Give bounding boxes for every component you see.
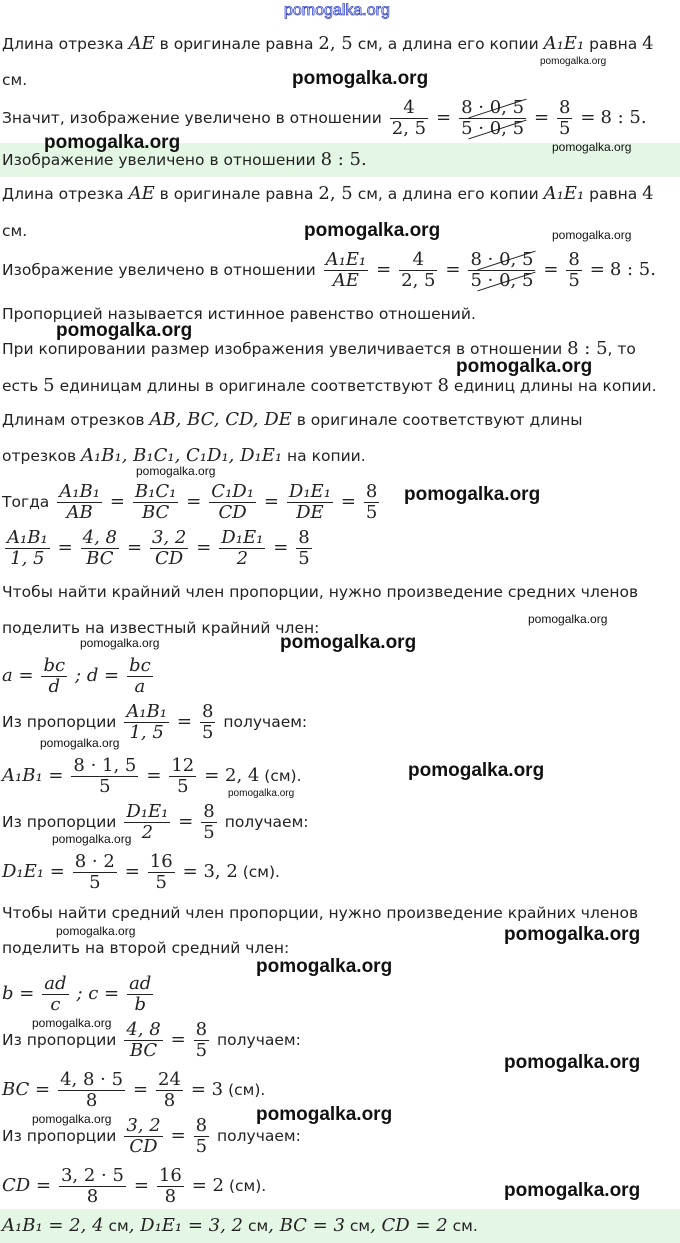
text: в оригинале равна bbox=[159, 35, 314, 53]
text: Чтобы найти средний член пропорции, нужно произведение крайних членов bbox=[2, 904, 639, 922]
text: Длина отрезка bbox=[2, 35, 124, 53]
text: равна bbox=[589, 185, 638, 203]
text-line: Значит, изображение увеличено в отношении $\frac{4}{2, 5}$ = $\frac{8 \cdot 0, 5}{5 \cdot 0, 5}$ = $\frac{8}{5}$ = 8 : 5. bbox=[2, 97, 647, 139]
math: AB, BC, CD, DE bbox=[149, 409, 292, 430]
text: см. bbox=[2, 222, 28, 240]
formula: A₁B₁ = $\frac{8 \cdot 1, 5}{5}$ = $\frac{12}{5}$ = 2, 4 (см). bbox=[2, 755, 302, 797]
fraction: $\frac{4, 8 \cdot 5}{8}$ bbox=[60, 1069, 124, 1111]
text: (см). bbox=[228, 1081, 266, 1099]
fraction: $\frac{\text{A₁E₁}}{AE}$ bbox=[325, 249, 367, 291]
fraction: $\frac{8}{5}$ bbox=[195, 1019, 208, 1061]
text: Тогда bbox=[2, 493, 50, 511]
watermark: pomogalka.org bbox=[56, 924, 136, 938]
text-line: Из пропорции $\frac{3, 2}{CD}$ = $\frac{8}{5}$ получаем: bbox=[2, 1115, 301, 1157]
math: 8 bbox=[437, 375, 449, 396]
text: получаем: bbox=[217, 1031, 301, 1049]
fraction: $\frac{8}{5}$ bbox=[298, 527, 310, 569]
text: получаем: bbox=[223, 713, 308, 731]
fraction: $\frac{ad}{b}$ bbox=[129, 973, 152, 1015]
watermark: pomogalka.org bbox=[504, 924, 641, 945]
watermark: pomogalka.org bbox=[52, 832, 132, 846]
text: Из пропорции bbox=[2, 813, 117, 831]
text: поделить на второй средний член: bbox=[2, 939, 290, 957]
math: 4 bbox=[642, 183, 654, 204]
text: (см). bbox=[242, 863, 280, 881]
math: 4 bbox=[642, 33, 654, 54]
text-line: Изображение увеличено в отношении $\frac{\text{A₁E₁}}{AE}$ = $\frac{4}{2, 5}$ = $\frac{8 \cdot 0, 5}{5 \cdot 0, 5}$ = $\frac{8}{5}$ = 8 : 5. bbox=[2, 249, 656, 291]
math: AE bbox=[128, 183, 155, 204]
text: Значит, изображение увеличено в отношении bbox=[2, 109, 382, 127]
math: 8 : 5. bbox=[609, 259, 656, 280]
fraction: $\frac{8 \cdot 0, 5}{5 \cdot 0, 5}$ bbox=[461, 97, 525, 139]
text: в оригинале равна bbox=[159, 185, 314, 203]
text: отрезков bbox=[2, 447, 77, 465]
fraction: $\frac{\text{A₁B₁}}{1, 5}$ bbox=[7, 527, 48, 569]
watermark: pomogalka.org bbox=[228, 788, 295, 799]
text-line bbox=[2, 376, 657, 396]
watermark: pomogalka.org bbox=[56, 320, 193, 341]
fraction: $\frac{8}{5}$ bbox=[568, 249, 580, 291]
math: 5 bbox=[43, 375, 55, 396]
formula: BC = $\frac{4, 8 \cdot 5}{8}$ = $\frac{24}{8}$ = 3 (см). bbox=[2, 1069, 266, 1111]
math: 2, 5 bbox=[318, 183, 353, 204]
text: При копировании размер изображения увеличивается в отношении bbox=[2, 340, 563, 358]
text-line bbox=[2, 221, 27, 241]
text: Из пропорции bbox=[2, 1127, 117, 1145]
fraction: $\frac{\text{D₁E₁}}{2}$ bbox=[126, 801, 169, 843]
text: см, а длина его копии bbox=[357, 185, 539, 203]
watermark: pomogalka.org bbox=[408, 760, 545, 781]
formula: CD = $\frac{3, 2 \cdot 5}{8}$ = $\frac{16}{8}$ = 2 (см). bbox=[2, 1165, 267, 1207]
watermark: pomogalka.org bbox=[504, 1180, 641, 1201]
formula: a = $\frac{bc}{d}$ ; d = $\frac{bc}{a}$ bbox=[2, 655, 151, 697]
formula: D₁E₁ = $\frac{8 \cdot 2}{5}$ = $\frac{16}{5}$ = 3, 2 (см). bbox=[2, 851, 280, 893]
fraction: $\frac{8 \cdot 1, 5}{5}$ bbox=[73, 755, 137, 797]
text-line bbox=[2, 410, 583, 430]
text: (см). bbox=[264, 767, 302, 785]
fraction: $\frac{3, 2}{CD}$ bbox=[151, 527, 187, 569]
text: получаем: bbox=[224, 813, 309, 831]
watermark: pomogalka.org bbox=[456, 356, 593, 377]
watermark: pomogalka.org bbox=[552, 140, 632, 154]
fraction: $\frac{12}{5}$ bbox=[171, 755, 195, 797]
text-line bbox=[2, 34, 654, 54]
text: Чтобы найти крайний член пропорции, нужно произведение средних членов bbox=[2, 583, 639, 601]
watermark: pomogalka.org bbox=[552, 228, 632, 242]
math: 8 : 5. bbox=[320, 149, 367, 170]
fraction: $\frac{4, 8}{BC}$ bbox=[126, 1019, 161, 1061]
math: A₁E₁ bbox=[543, 33, 585, 54]
text-line: Из пропорции $\frac{\text{A₁B₁}}{1, 5}$ = $\frac{8}{5}$ получаем: bbox=[2, 701, 308, 743]
text: Из пропорции bbox=[2, 713, 117, 731]
text-line bbox=[2, 618, 319, 638]
text: в оригинале соответствуют длины bbox=[296, 411, 583, 429]
text: Длинам отрезков bbox=[2, 411, 145, 429]
text: Пропорцией называется истинное равенство отношений. bbox=[2, 305, 476, 323]
fraction: $\frac{3, 2}{CD}$ bbox=[126, 1115, 161, 1157]
math: AE bbox=[128, 33, 155, 54]
text: равна bbox=[589, 35, 638, 53]
watermark: pomogalka.org bbox=[136, 464, 216, 478]
fraction: $\frac{24}{8}$ bbox=[158, 1069, 181, 1111]
text: см, а длина его копии bbox=[357, 35, 539, 53]
watermark: pomogalka.org bbox=[528, 612, 608, 626]
text-line bbox=[2, 582, 638, 602]
text-line: Из пропорции $\frac{4, 8}{BC}$ = $\frac{8}{5}$ получаем: bbox=[2, 1019, 301, 1061]
watermark: pomogalka.org bbox=[504, 1052, 641, 1073]
fraction: $\frac{3, 2 \cdot 5}{8}$ bbox=[60, 1165, 124, 1207]
text-line bbox=[2, 70, 27, 90]
text: Длина отрезка bbox=[2, 185, 124, 203]
text-line: $\frac{\text{A₁B₁}}{1, 5}$ = $\frac{4, 8}{BC}$ = $\frac{3, 2}{CD}$ = $\frac{\text{D₁E₁}}{2}$ = $\frac{8}{5}$ bbox=[7, 527, 310, 569]
watermark: pomogalka.org bbox=[32, 1016, 112, 1030]
formula: b = $\frac{ad}{c}$ ; c = $\frac{ad}{b}$ bbox=[2, 973, 152, 1015]
text: Изображение увеличено в отношении bbox=[2, 261, 316, 279]
text-line: Тогда $\frac{\text{A₁B₁}}{AB}$ = $\frac{\text{B₁C₁}}{BC}$ = $\frac{\text{C₁D₁}}{CD}$ = $\frac{\text{D₁E₁}}{DE}$ = $\frac{8}{5}$ bbox=[2, 481, 378, 523]
watermark: pomogalka.org bbox=[284, 2, 390, 19]
text: есть bbox=[2, 377, 39, 395]
fraction: $\frac{\text{D₁E₁}}{2}$ bbox=[221, 527, 264, 569]
text-line: Из пропорции $\frac{\text{D₁E₁}}{2}$ = $\frac{8}{5}$ получаем: bbox=[2, 801, 309, 843]
fraction: $\frac{\text{A₁B₁}}{1, 5}$ bbox=[126, 701, 167, 743]
math: A₁E₁ bbox=[543, 183, 585, 204]
fraction: $\frac{bc}{d}$ bbox=[43, 655, 66, 697]
math: A₁B₁, B₁C₁, C₁D₁, D₁E₁ bbox=[81, 445, 283, 466]
fraction: $\frac{bc}{a}$ bbox=[129, 655, 151, 697]
fraction: $\frac{8}{5}$ bbox=[365, 481, 378, 523]
text-line bbox=[2, 903, 638, 923]
fraction: $\frac{\text{C₁D₁}}{CD}$ bbox=[211, 481, 254, 523]
watermark: pomogalka.org bbox=[304, 220, 441, 241]
text-line bbox=[2, 184, 654, 204]
watermark: pomogalka.org bbox=[44, 132, 181, 153]
math: 8 : 5 bbox=[567, 338, 608, 359]
fraction: $\frac{\text{B₁C₁}}{BC}$ bbox=[134, 481, 177, 523]
text: Из пропорции bbox=[2, 1031, 117, 1049]
fraction: $\frac{8}{5}$ bbox=[201, 701, 214, 743]
answer-line: A₁B₁ = 2, 4 см, D₁E₁ = 3, 2 см, BC = 3 см, CD = 2 см. bbox=[2, 1215, 478, 1236]
text: см. bbox=[2, 71, 28, 89]
text: единицам длины в оригинале соответствуют bbox=[59, 377, 433, 395]
text-line bbox=[2, 446, 366, 466]
text: , то bbox=[607, 340, 636, 358]
fraction: $\frac{8}{5}$ bbox=[559, 97, 571, 139]
watermark: pomogalka.org bbox=[540, 56, 607, 67]
fraction: $\frac{4}{2, 5}$ bbox=[401, 249, 436, 291]
math: 8 : 5. bbox=[600, 107, 647, 128]
text: на копии. bbox=[287, 447, 366, 465]
watermark: pomogalka.org bbox=[256, 956, 393, 977]
fraction: $\frac{8 \cdot 2}{5}$ bbox=[74, 851, 115, 893]
watermark: pomogalka.org bbox=[40, 736, 120, 750]
watermark: pomogalka.org bbox=[292, 68, 429, 89]
watermark: pomogalka.org bbox=[256, 1104, 393, 1125]
text: единиц длины на копии. bbox=[453, 377, 657, 395]
watermark: pomogalka.org bbox=[32, 1112, 112, 1126]
text: получаем: bbox=[217, 1127, 301, 1145]
fraction: $\frac{16}{8}$ bbox=[158, 1165, 182, 1207]
text: Изображение увеличено в отношении bbox=[2, 151, 316, 169]
text-line bbox=[2, 938, 289, 958]
fraction: $\frac{8}{5}$ bbox=[195, 1115, 208, 1157]
fraction: $\frac{16}{5}$ bbox=[149, 851, 173, 893]
math: 2, 5 bbox=[318, 33, 353, 54]
text: (см). bbox=[228, 1177, 267, 1195]
fraction: $\frac{\text{D₁E₁}}{DE}$ bbox=[288, 481, 331, 523]
fraction: $\frac{ad}{c}$ bbox=[44, 973, 67, 1015]
watermark: pomogalka.org bbox=[404, 484, 541, 505]
watermark: pomogalka.org bbox=[280, 632, 417, 653]
fraction: $\frac{4}{2, 5}$ bbox=[391, 97, 427, 139]
text: поделить на известный крайний член: bbox=[2, 619, 320, 637]
fraction: $\frac{4, 8}{BC}$ bbox=[82, 527, 117, 569]
fraction: $\frac{\text{A₁B₁}}{AB}$ bbox=[59, 481, 100, 523]
watermark: pomogalka.org bbox=[80, 636, 160, 650]
fraction: $\frac{8 \cdot 0, 5}{5 \cdot 0, 5}$ bbox=[470, 249, 534, 291]
fraction: $\frac{8}{5}$ bbox=[203, 801, 215, 843]
